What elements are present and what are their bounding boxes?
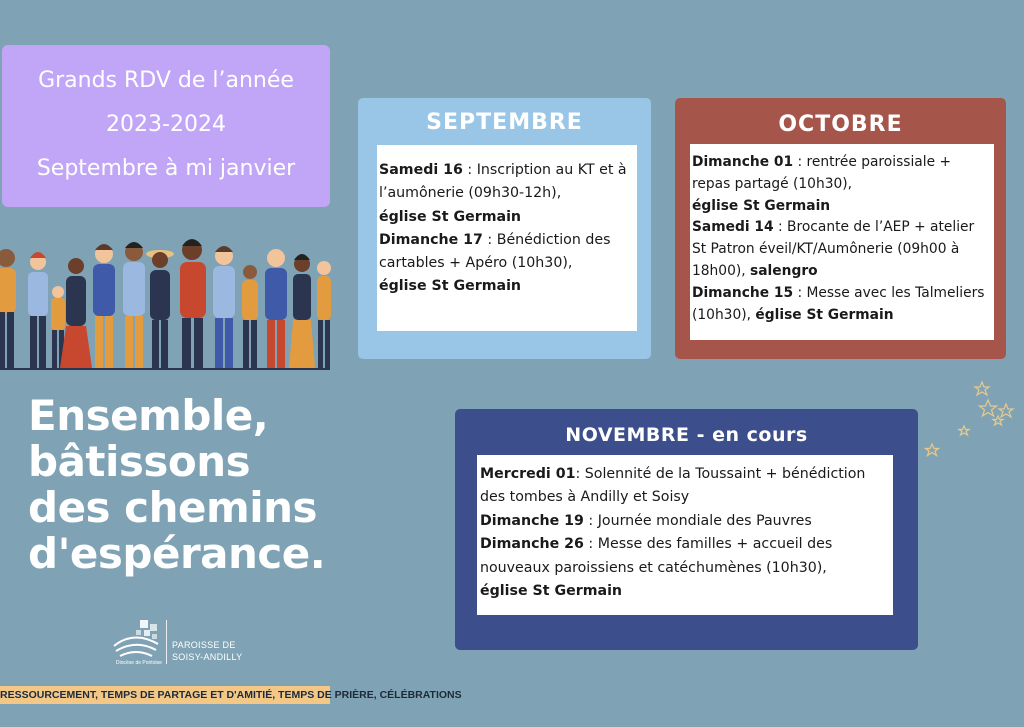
star-icon	[975, 382, 989, 395]
diocese-logo-icon	[110, 618, 164, 660]
event-text: : Inscription au KT et à l’aumônerie (09h30-12h),	[379, 162, 627, 202]
card-novembre-title: NOVEMBRE - en cours	[565, 424, 808, 446]
event-place	[692, 196, 992, 218]
slogan-line-4: d'espérance.	[28, 529, 326, 578]
person-figure	[289, 254, 315, 368]
card-octobre-body	[690, 144, 994, 340]
event-place	[379, 275, 635, 298]
title-line-3: Septembre à mi janvier	[36, 156, 296, 181]
bottom-banner: RESSOURCEMENT, TEMPS DE PARTAGE ET D'AMITIÉ, TEMPS DE PRIÈRE, CÉLÉBRATIONS	[0, 686, 330, 704]
title-line-1: Grands RDV de l’année	[38, 68, 294, 93]
star-icon	[959, 426, 969, 435]
event-entry	[480, 533, 890, 580]
card-septembre-body	[377, 145, 637, 331]
event-place	[379, 206, 635, 229]
event-entry	[480, 510, 890, 533]
event-place-label: salengro	[750, 262, 818, 279]
event-entry	[692, 217, 992, 282]
event-entry	[379, 159, 635, 206]
person-figure	[317, 261, 331, 368]
event-date: Dimanche 01	[692, 154, 794, 170]
card-septembre	[358, 98, 651, 359]
card-octobre-title: OCTOBRE	[778, 112, 903, 137]
logo-divider	[166, 620, 167, 664]
person-figure	[242, 265, 258, 368]
card-novembre	[455, 409, 918, 650]
event-place-label: église St Germain	[379, 278, 522, 295]
event-date: Dimanche 15	[692, 284, 794, 301]
logo-caption: Diocèse de Pontoise	[116, 660, 162, 666]
slogan-line-2: bâtissons	[28, 437, 251, 486]
event-text: : Journée mondiale des Pauvres	[583, 512, 812, 529]
person-figure	[213, 246, 235, 368]
people-illustration	[0, 232, 330, 372]
title-box	[2, 45, 330, 207]
event-text: : Bénédiction des cartables + Apéro (10h30),	[379, 231, 611, 272]
star-icon	[999, 404, 1013, 417]
event-text: : Solennité de la Toussaint + bénédiction des tombes à Andilly et Soisy	[480, 466, 866, 506]
person-figure	[93, 244, 115, 368]
slogan	[28, 393, 348, 577]
logo-line-2: SOISY-ANDILLY	[172, 652, 243, 662]
event-place-label: église St Germain	[692, 197, 831, 214]
title-line-2: 2023-2024	[106, 112, 226, 137]
person-figure	[146, 250, 174, 368]
event-date: Dimanche 26	[480, 536, 584, 553]
person-figure	[0, 249, 16, 368]
event-entry	[379, 229, 635, 276]
logo-line-1: PAROISSE DE	[172, 640, 236, 650]
person-figure	[180, 239, 206, 368]
card-septembre-title: SEPTEMBRE	[426, 110, 583, 135]
star-icon	[926, 444, 939, 456]
card-novembre-body	[477, 455, 893, 615]
person-figure	[123, 242, 145, 368]
slogan-line-1: Ensemble,	[28, 391, 269, 440]
card-octobre	[675, 98, 1006, 359]
event-text: : rentrée paroissiale + repas partagé (10h30),	[692, 154, 952, 192]
event-date: Samedi 14	[692, 219, 774, 236]
star-icon	[980, 400, 997, 416]
event-date: Dimanche 17	[379, 231, 483, 248]
event-text: : Messe avec les Talmeliers (10h30),	[692, 284, 985, 323]
event-text: : Messe des familles + accueil des nouveaux paroissiens et catéchumènes (10h30),	[480, 536, 833, 576]
event-entry	[692, 152, 992, 196]
parish-logo	[110, 618, 250, 670]
stars-decoration	[920, 378, 1024, 458]
event-date: Samedi 16	[379, 162, 463, 178]
event-place-label: église St Germain	[755, 306, 894, 323]
event-place-label: église St Germain	[379, 208, 522, 225]
person-figure	[265, 249, 287, 368]
slogan-line-3: des chemins	[28, 483, 318, 532]
event-place	[480, 580, 890, 603]
event-entry	[480, 463, 890, 510]
event-text: : Brocante de l’AEP + atelier St Patron éveil/KT/Aumônerie (09h00 à 18h00),	[692, 219, 975, 279]
event-date: Dimanche 19	[480, 512, 584, 529]
event-place-label: église St Germain	[480, 583, 623, 600]
event-date: Mercredi 01	[480, 466, 576, 482]
person-figure	[28, 252, 48, 368]
event-entry	[692, 283, 992, 327]
